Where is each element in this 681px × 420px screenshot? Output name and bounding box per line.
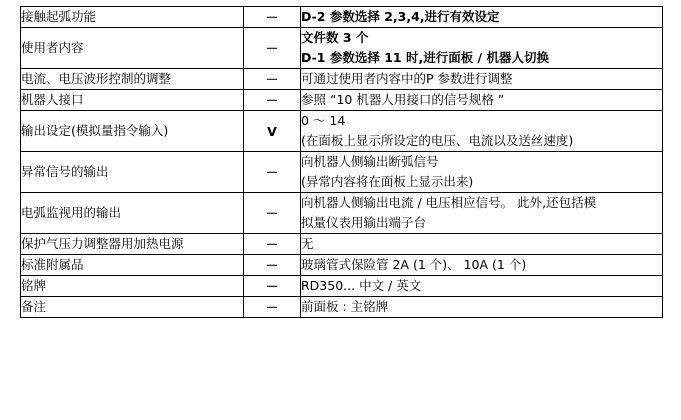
row-item-label: 标准附属品	[21, 255, 244, 276]
table-row	[21, 193, 663, 234]
table-row	[21, 90, 663, 111]
row-item-label: 备注	[21, 297, 244, 318]
row-description	[301, 276, 663, 297]
row-unit-label: V	[244, 111, 301, 152]
row-unit-label: －	[244, 90, 301, 111]
row-description	[301, 255, 663, 276]
row-item-label: 异常信号的输出	[21, 152, 244, 193]
description-line: 无	[301, 236, 314, 251]
description-line: 向机器人侧输出断弧信号	[301, 154, 439, 169]
table-row	[21, 297, 663, 318]
description-line: D-1 参数选择 11 时,进行面板 / 机器人切换	[301, 50, 549, 65]
table-row	[21, 7, 663, 28]
row-description	[301, 69, 663, 90]
specification-table	[20, 6, 663, 318]
row-item-label: 使用者内容	[21, 28, 244, 69]
description-line: D-2 参数选择 2,3,4,进行有效设定	[301, 9, 500, 24]
row-item-label: 机器人接口	[21, 90, 244, 111]
table-row	[21, 28, 663, 69]
row-item-label: 接触起弧功能	[21, 7, 244, 28]
description-line: 向机器人侧输出电流 / 电压相应信号。 此外,还包括模	[301, 195, 597, 210]
table-row	[21, 255, 663, 276]
description-line: 0 ～ 14	[301, 113, 346, 128]
table-row	[21, 152, 663, 193]
row-unit-label: －	[244, 28, 301, 69]
row-unit-label: －	[244, 193, 301, 234]
table-row	[21, 276, 663, 297]
description-line: (异常内容将在面板上显示出来)	[301, 174, 474, 189]
row-description	[301, 297, 663, 318]
row-description	[301, 28, 663, 69]
description-line: 参照 “10 机器人用接口的信号规格 ”	[301, 92, 505, 107]
table-row	[21, 234, 663, 255]
row-unit-label: －	[244, 7, 301, 28]
description-line: 文件数 3 个	[301, 30, 369, 45]
row-unit-label: －	[244, 276, 301, 297]
description-line: (在面板上显示所设定的电压、电流以及送丝速度)	[301, 133, 574, 148]
row-description	[301, 152, 663, 193]
row-description	[301, 193, 663, 234]
table-body	[21, 7, 663, 318]
row-unit-label: －	[244, 255, 301, 276]
row-description	[301, 7, 663, 28]
row-description	[301, 234, 663, 255]
row-unit-label: －	[244, 152, 301, 193]
description-line: 拟量仪表用输出端子台	[301, 215, 427, 230]
row-description	[301, 90, 663, 111]
row-item-label: 保护气压力调整器用加热电源	[21, 234, 244, 255]
description-line: 玻璃管式保险管 2A (1 个)、 10A (1 个)	[301, 257, 527, 272]
row-unit-label: －	[244, 297, 301, 318]
row-unit-label: －	[244, 234, 301, 255]
description-line: 可通过使用者内容中的P 参数进行调整	[301, 71, 513, 86]
row-item-label: 电流、电压波形控制的调整	[21, 69, 244, 90]
description-line: 前面板 : 主铭牌	[301, 299, 389, 314]
row-unit-label: －	[244, 69, 301, 90]
description-line: RD350... 中文 / 英文	[301, 278, 422, 293]
table-row	[21, 111, 663, 152]
row-item-label: 电弧监视用的输出	[21, 193, 244, 234]
row-item-label: 输出设定(模拟量指令输入)	[21, 111, 244, 152]
row-item-label: 铭牌	[21, 276, 244, 297]
row-description	[301, 111, 663, 152]
table-row	[21, 69, 663, 90]
